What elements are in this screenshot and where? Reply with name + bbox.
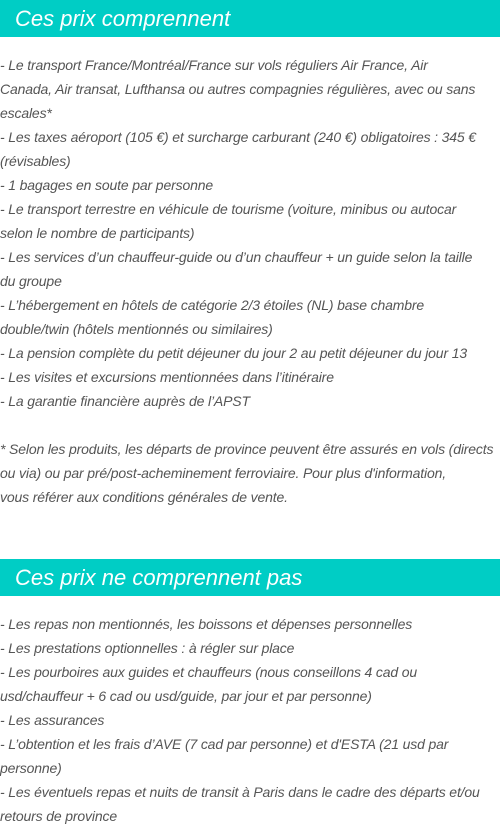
included-list: [0, 53, 500, 509]
excluded-line: personne): [0, 760, 62, 776]
included-line: - Le transport terrestre en véhicule de tourisme (voiture, minibus ou autocar: [0, 201, 457, 217]
excluded-line: - Les prestations optionnelles : à régler sur place: [0, 640, 295, 656]
included-section-title: Ces prix comprennent: [15, 6, 231, 31]
excluded-line: - Les éventuels repas et nuits de transit à Paris dans le cadre des départs et/ou: [0, 784, 480, 800]
excluded-list: [0, 612, 500, 828]
excluded-section-title: Ces prix ne comprennent pas: [15, 565, 303, 590]
excluded-line: usd/chauffeur + 6 cad ou usd/guide, par jour et par personne): [0, 688, 372, 704]
included-line: - L’hébergement en hôtels de catégorie 2/3 étoiles (NL) base chambre: [0, 297, 425, 313]
included-line: - 1 bagages en soute par personne: [0, 177, 213, 193]
excluded-line: - L’obtention et les frais d’AVE (7 cad par personne) et d'ESTA (21 usd par: [0, 736, 449, 752]
included-line: - La garantie financière auprès de l’APST: [0, 393, 250, 409]
included-line: - Les services d’un chauffeur-guide ou d’un chauffeur + un guide selon la taille: [0, 249, 473, 265]
included-line: double/twin (hôtels mentionnés ou similaires): [0, 321, 273, 337]
footnote-line: ou via) ou par pré/post-acheminement ferroviaire. Pour plus d'information,: [0, 465, 447, 481]
included-line: Canada, Air transat, Lufthansa ou autres compagnies régulières, avec ou sans: [0, 81, 476, 97]
excluded-line: - Les repas non mentionnés, les boissons et dépenses personnelles: [0, 616, 413, 632]
spacer: [0, 413, 500, 437]
footnote-line: * Selon les produits, les départs de province peuvent être assurés en vols (directs: [0, 441, 494, 457]
included-line: - La pension complète du petit déjeuner du jour 2 au petit déjeuner du jour 13: [0, 345, 467, 361]
excluded-line: retours de province: [0, 808, 117, 824]
excluded-line: - Les pourboires aux guides et chauffeurs (nous conseillons 4 cad ou: [0, 664, 418, 680]
footnote-line: vous référer aux conditions générales de vente.: [0, 489, 288, 505]
included-line: - Le transport France/Montréal/France sur vols réguliers Air France, Air: [0, 57, 428, 73]
included-line: - Les taxes aéroport (105 €) et surcharge carburant (240 €) obligatoires : 345 €: [0, 129, 476, 145]
included-line: - Les visites et excursions mentionnées dans l’itinéraire: [0, 369, 334, 385]
included-line: selon le nombre de participants): [0, 225, 195, 241]
excluded-section-header: [0, 559, 500, 596]
included-line: (révisables): [0, 153, 71, 169]
included-line: du groupe: [0, 273, 62, 289]
excluded-line: - Les assurances: [0, 712, 105, 728]
included-section-header: [0, 0, 500, 37]
included-line: escales*: [0, 105, 52, 121]
